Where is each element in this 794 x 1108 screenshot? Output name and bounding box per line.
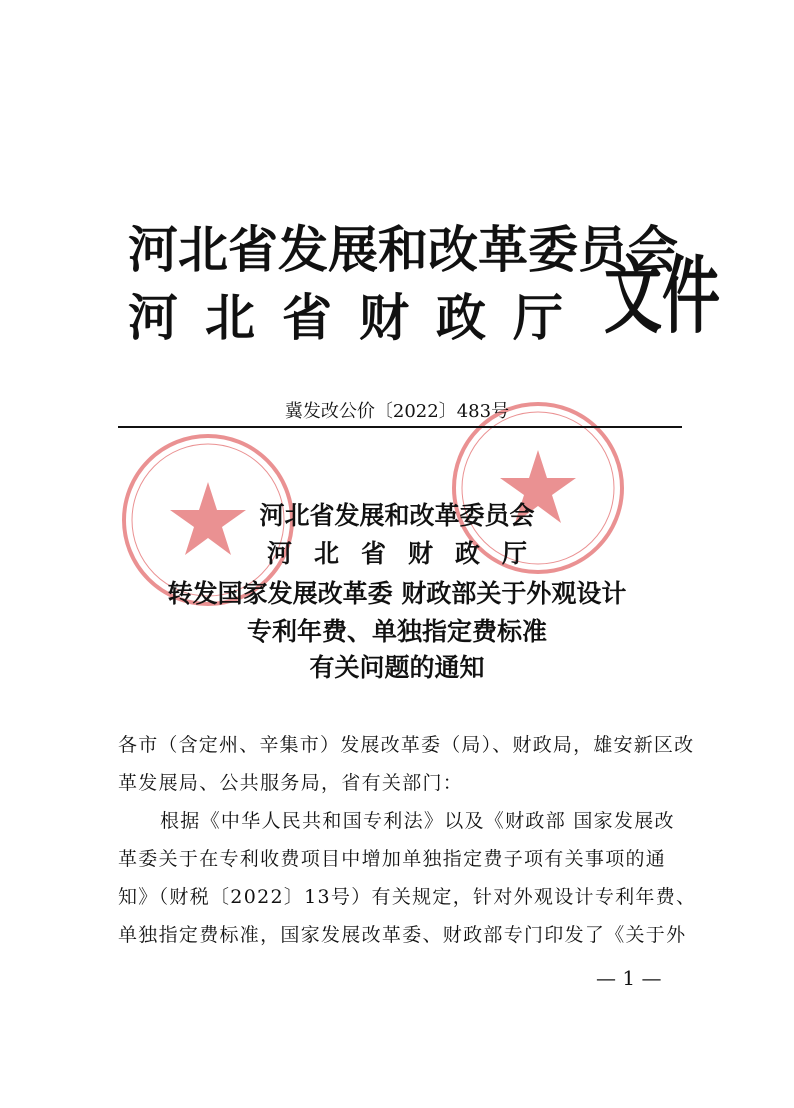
title-line-1: 河北省发展和改革委员会 <box>259 501 535 530</box>
issuer-name-1: 河北省发展和改革委员会 <box>128 220 678 279</box>
document-word: 文件 <box>604 246 721 346</box>
issuer-name-2: 河北省财政厅 <box>128 288 590 347</box>
separator-rule <box>118 426 682 428</box>
paragraph-line-1: 根据《中华人民共和国专利法》以及《财政部 国家发展改 <box>160 810 675 832</box>
title-line-3: 转发国家发展改革委 财政部关于外观设计 <box>167 579 627 608</box>
paragraph-line-2: 革委关于在专利收费项目中增加单独指定费子项有关事项的通 <box>118 848 667 870</box>
document-number: 冀发改公价〔2022〕483号 <box>284 401 510 422</box>
title-line-4: 专利年费、单独指定费标准 <box>246 617 547 646</box>
paragraph-line-3: 知》（财税〔2022〕13号）有关规定，针对外观设计专利年费、 <box>118 886 697 908</box>
salutation-line-2: 革发展局、公共服务局，省有关部门： <box>118 772 464 794</box>
salutation-line-1: 各市（含定州、辛集市）发展改革委（局）、财政局，雄安新区改 <box>118 734 695 756</box>
title-line-5: 有关问题的通知 <box>309 653 485 682</box>
paragraph-line-4: 单独指定费标准，国家发展改革委、财政部专门印发了《关于外 <box>118 924 687 946</box>
title-line-2: 河北省财政厅 <box>266 539 549 568</box>
page-number: — 1 — <box>596 966 662 990</box>
